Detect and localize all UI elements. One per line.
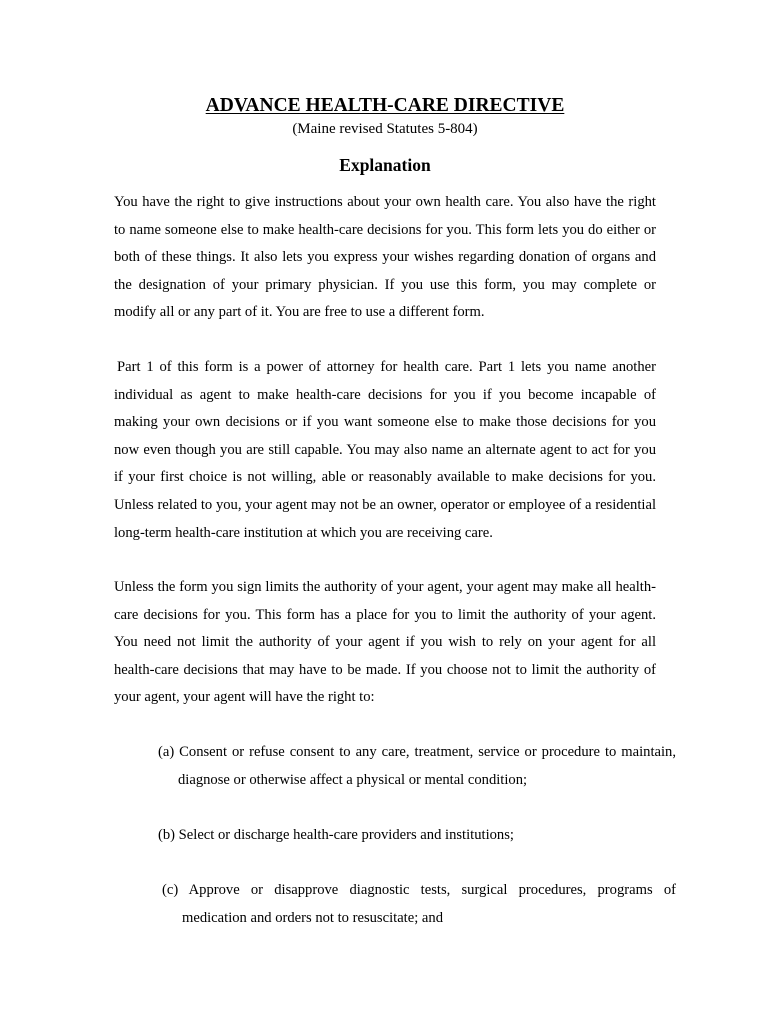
section-heading: Explanation — [339, 155, 431, 175]
list-item: (b) Select or discharge health-care providers and institutions; — [158, 827, 514, 843]
document-subtitle: (Maine revised Statutes 5-804) — [292, 121, 478, 137]
paragraph-part-1: Part 1 of this form is a power of attorney for health care. Part 1 lets you name another individual as agent to make health-care decisions for you if you become incapable of making your own decisions or if you want someone else to make those decisions for you now even though you are still capable. You may also name an alternate agent to act for you if your first choice is not willing, able or reasonably available to make decisions for you. Unless related to you, your agent may not be an owner, operator or employee of a residential long-term health-care institution at which you are receiving care. — [114, 359, 656, 541]
paragraph-agent-authority: Unless the form you sign limits the authority of your agent, your agent may make all health-care decisions for you. This form has a place for you to limit the authority of your agent. You need not limit the authority of your agent if you wish to rely on your agent for all health-care decisions that may have to be made. If you choose not to limit the authority of your agent, your agent will have the right to: — [114, 579, 656, 706]
list-item: (a) Consent or refuse consent to any care, treatment, service or procedure to maintain, diagnose or otherwise affect a physical or mental condition; — [158, 744, 676, 788]
document-title-text: ADVANCE HEALTH-CARE DIRECTIVE — [205, 95, 565, 116]
list-item: (c) Approve or disapprove diagnostic tests, surgical procedures, programs of medication and orders not to resuscitate; and — [162, 882, 676, 926]
paragraph-intro: You have the right to give instructions about your own health care. You also have the right to name someone else to make health-care decisions for you. This form lets you do either or both of these things. It also lets you express your wishes regarding donation of organs and the designation of your primary physician. If you use this form, you may complete or modify all or any part of it. You are free to use a different form. — [114, 194, 656, 321]
document-title — [0, 94, 770, 118]
